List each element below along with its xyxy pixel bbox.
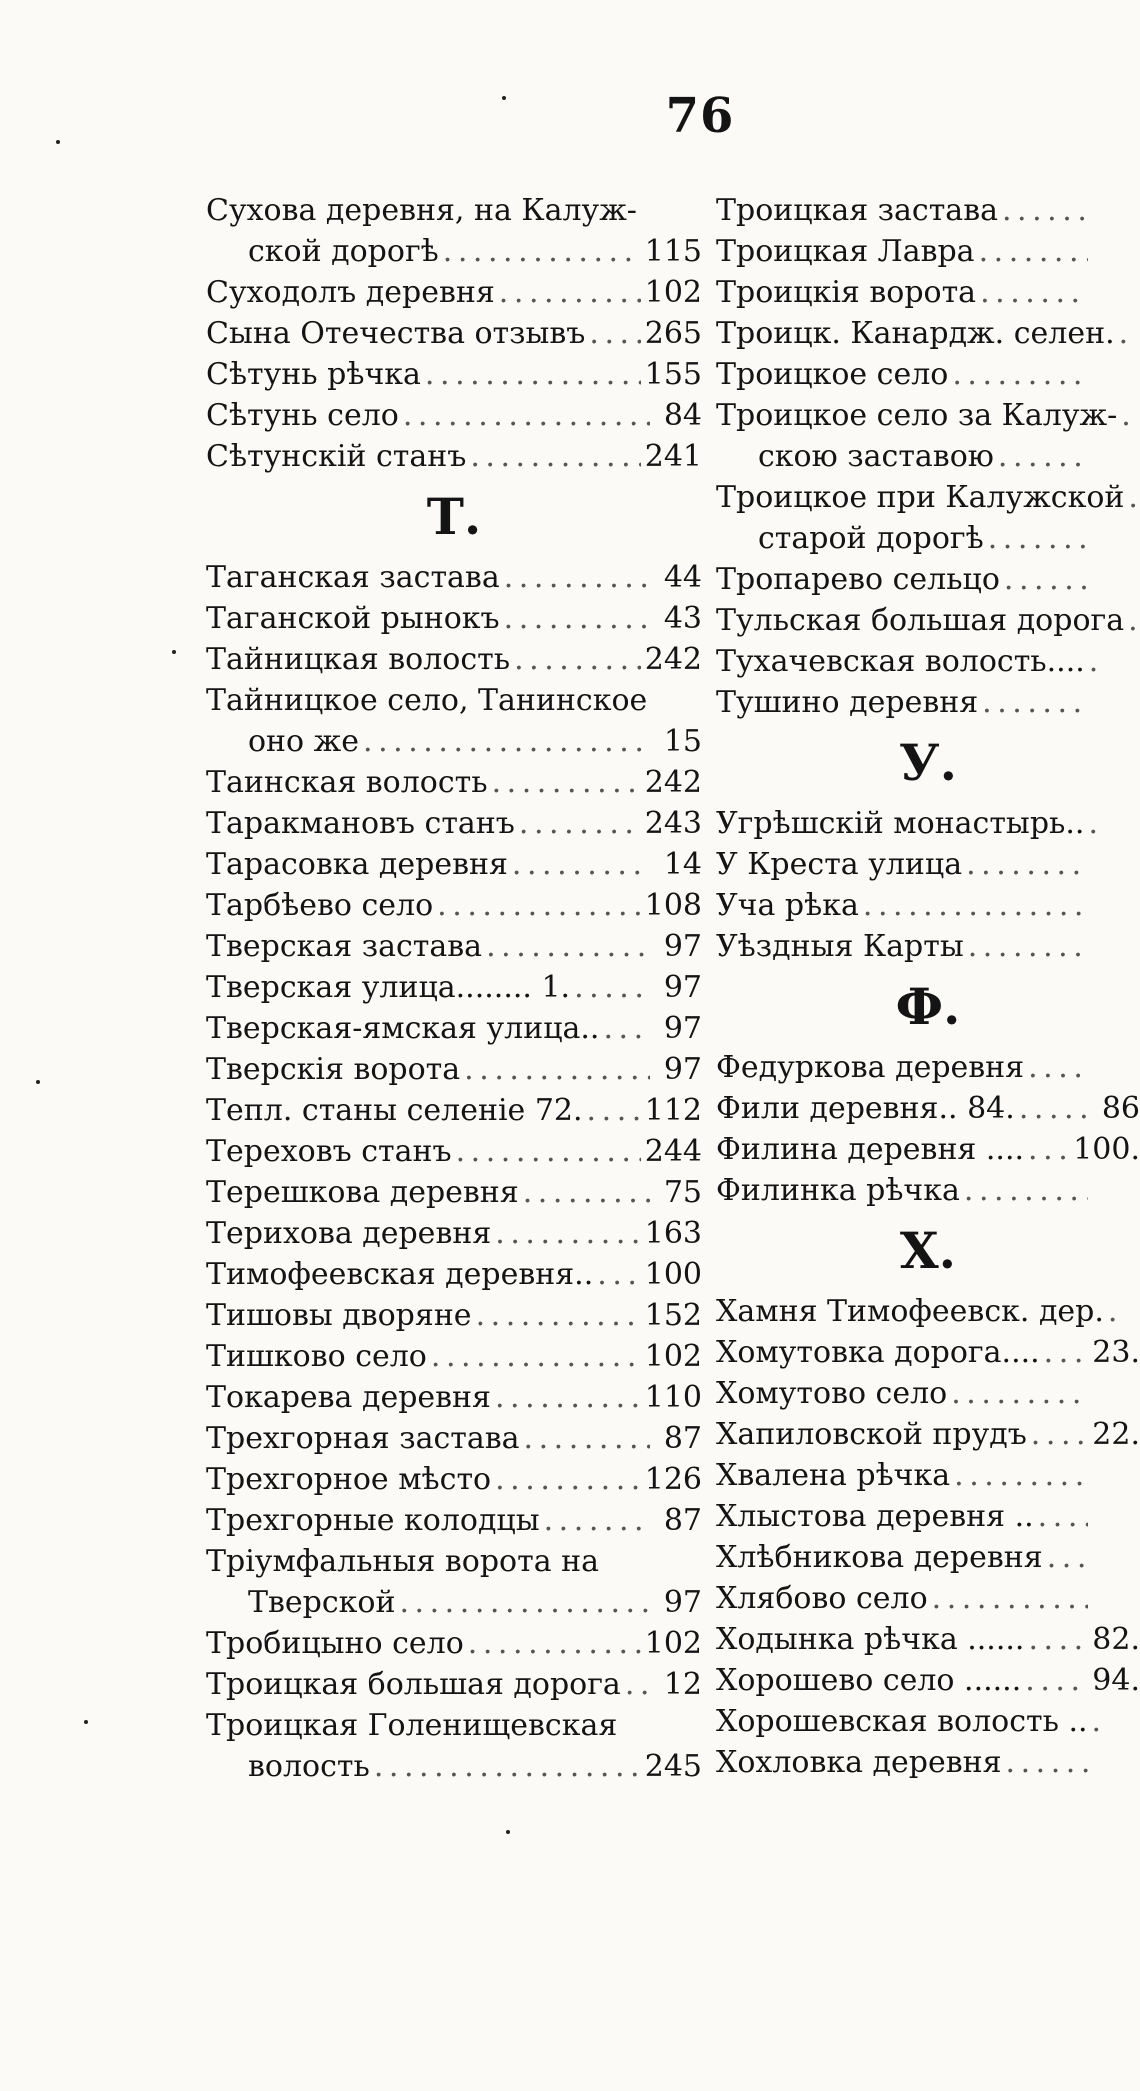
dot-leader xyxy=(470,436,640,477)
dot-leader xyxy=(1089,641,1097,682)
entry-text: Тухачевская волость.... xyxy=(716,644,1085,679)
index-entry xyxy=(206,1664,702,1705)
index-entry xyxy=(716,190,1140,231)
page-reference: 102 xyxy=(644,275,702,310)
dot-leader xyxy=(514,639,641,680)
index-entry xyxy=(206,1746,702,1787)
dot-leader xyxy=(1002,190,1088,231)
dot-leader xyxy=(966,844,1088,885)
index-entry xyxy=(716,272,1140,313)
entry-text: Троицкое село за Калуж- xyxy=(716,398,1118,433)
entry-text: Тарасовка деревня xyxy=(206,847,508,882)
entry-text: Тробицыно село xyxy=(206,1626,464,1661)
page-reference: 44 xyxy=(663,560,702,595)
dot-leader xyxy=(1092,1701,1100,1742)
entry-text: Хапиловской прудъ xyxy=(716,1417,1027,1452)
index-entry xyxy=(206,721,702,762)
index-entry xyxy=(206,1090,702,1131)
page-reference: 242 xyxy=(644,642,702,677)
entry-text: Хлябово село xyxy=(716,1581,928,1616)
entry-text: Хлѣбникова деревня xyxy=(716,1540,1043,1575)
entry-text: Хвалена рѣчка xyxy=(716,1458,951,1493)
dot-leader xyxy=(982,682,1088,723)
entry-text: старой дорогѣ xyxy=(758,521,984,556)
page-reference: 242 xyxy=(644,765,702,800)
index-entry xyxy=(206,1705,702,1746)
entry-text: Хомутово село xyxy=(716,1376,948,1411)
entry-text: Тепл. станы селеніе 72. xyxy=(206,1093,583,1128)
dot-leader xyxy=(431,1336,641,1377)
page-reference: 22. xyxy=(1092,1417,1140,1452)
index-entry xyxy=(716,600,1140,641)
index-entry xyxy=(206,231,702,272)
dot-leader xyxy=(998,436,1088,477)
entry-text: Тереховъ станъ xyxy=(206,1134,452,1169)
index-entry xyxy=(206,190,702,231)
entry-text: Таганской рынокъ xyxy=(206,601,500,636)
entry-text: Таганская застава xyxy=(206,560,500,595)
entry-text: Хамня Тимофеевск. дер. xyxy=(716,1294,1104,1329)
dot-leader xyxy=(499,272,641,313)
entry-text: Троицкое село xyxy=(716,357,949,392)
index-entry xyxy=(716,1496,1140,1537)
page-reference: 86 xyxy=(1101,1091,1140,1126)
index-entry xyxy=(716,313,1140,354)
entry-text: Угрѣшскій монастырь.. xyxy=(716,806,1085,841)
index-entry xyxy=(716,1701,1140,1742)
entry-text: Троицкая Лавра xyxy=(716,234,975,269)
dot-leader xyxy=(544,1500,650,1541)
page-reference: 100 xyxy=(644,1257,702,1292)
dot-leader xyxy=(403,395,650,436)
index-entry xyxy=(716,844,1140,885)
page-reference: 97 xyxy=(663,1585,702,1620)
dot-leader xyxy=(964,1170,1088,1211)
ink-speck xyxy=(56,140,60,144)
index-entry xyxy=(206,436,702,477)
entry-text: Уча рѣка xyxy=(716,888,859,923)
index-entry xyxy=(206,844,702,885)
page-reference: 115 xyxy=(644,234,702,269)
dot-leader xyxy=(504,598,650,639)
index-entry xyxy=(716,1088,1140,1129)
index-entry xyxy=(716,803,1140,844)
index-entry xyxy=(716,1537,1140,1578)
index-entry xyxy=(716,436,1140,477)
entry-text: Хлыстова деревня .. xyxy=(716,1499,1034,1534)
dot-leader xyxy=(932,1578,1088,1619)
dot-leader xyxy=(464,1049,650,1090)
dot-leader xyxy=(988,518,1088,559)
entry-text: Федуркова деревня xyxy=(716,1050,1025,1085)
page-reference: 87 xyxy=(663,1421,702,1456)
index-entry xyxy=(206,1500,702,1541)
index-entry xyxy=(716,477,1140,518)
entry-text: Сѣтунь село xyxy=(206,398,399,433)
dot-leader xyxy=(625,1664,650,1705)
page-reference: 241 xyxy=(644,439,702,474)
dot-leader xyxy=(1028,1619,1088,1660)
index-entry xyxy=(206,272,702,313)
entry-text: скою заставою xyxy=(758,439,994,474)
entry-text: Хорошево село ...... xyxy=(716,1663,1022,1698)
index-entry xyxy=(206,354,702,395)
entry-text: Тайницкое село, Танинское xyxy=(206,683,648,718)
section-letter: Х. xyxy=(899,1221,957,1280)
dot-leader xyxy=(443,231,641,272)
dot-leader xyxy=(512,844,650,885)
index-entry xyxy=(206,762,702,803)
entry-text: Троицкія ворота xyxy=(716,275,977,310)
entry-text: Хохловка деревня xyxy=(716,1745,1002,1780)
index-entry xyxy=(206,1131,702,1172)
entry-text: Тайницкая волость xyxy=(206,642,511,677)
page-reference: 155 xyxy=(644,357,702,392)
index-entry xyxy=(716,395,1140,436)
index-entry xyxy=(716,1455,1140,1496)
entry-text: Таракмановъ станъ xyxy=(206,806,515,841)
page-reference: 15 xyxy=(663,724,702,759)
page-reference: 75 xyxy=(663,1175,702,1210)
page-reference: 163 xyxy=(644,1216,702,1251)
dot-leader xyxy=(951,1373,1088,1414)
dot-leader xyxy=(979,231,1088,272)
page-reference: 243 xyxy=(644,806,702,841)
entry-text: Тишовы дворяне xyxy=(206,1298,472,1333)
entry-text: Троицкое при Калужской xyxy=(716,480,1125,515)
index-entry xyxy=(206,926,702,967)
dot-leader xyxy=(574,967,650,1008)
dot-leader xyxy=(1025,1660,1088,1701)
entry-text: Суходолъ деревня xyxy=(206,275,495,310)
entry-text: Трехгорные колодцы xyxy=(206,1503,540,1538)
page-reference: 97 xyxy=(663,929,702,964)
dot-leader xyxy=(374,1746,641,1787)
entry-text: Терихова деревня xyxy=(206,1216,492,1251)
index-entry xyxy=(206,313,702,354)
index-entry xyxy=(716,1619,1140,1660)
dot-leader xyxy=(1121,395,1129,436)
index-entry xyxy=(206,1418,702,1459)
index-entry xyxy=(206,1541,702,1582)
dot-leader xyxy=(952,354,1088,395)
dot-leader xyxy=(456,1131,641,1172)
entry-text: Тульская большая дорога xyxy=(716,603,1125,638)
index-entry xyxy=(206,1213,702,1254)
index-entry xyxy=(716,641,1140,682)
dot-leader xyxy=(1128,600,1136,641)
index-entry xyxy=(206,1008,702,1049)
page-reference: 14 xyxy=(663,847,702,882)
entry-text: оно же xyxy=(248,724,360,759)
entry-text: У Креста улица xyxy=(716,847,963,882)
entry-text: Тверской xyxy=(248,1585,396,1620)
dot-leader xyxy=(1088,803,1096,844)
page-reference: 126 xyxy=(644,1462,702,1497)
dot-leader xyxy=(1028,1047,1088,1088)
dot-leader xyxy=(504,557,650,598)
dot-leader xyxy=(519,803,641,844)
dot-leader xyxy=(1038,1496,1088,1537)
section-letter: У. xyxy=(899,733,957,792)
entry-text: Сына Отечества отзывъ xyxy=(206,316,586,351)
dot-leader xyxy=(863,885,1088,926)
entry-text: Сухова деревня, на Калуж- xyxy=(206,193,637,228)
page-reference: 108 xyxy=(644,888,702,923)
dot-leader xyxy=(1108,1291,1116,1332)
index-entry xyxy=(716,926,1140,967)
page-reference: 82. xyxy=(1092,1622,1140,1657)
index-entry xyxy=(206,1049,702,1090)
index-entry xyxy=(716,1414,1140,1455)
page-reference: 97 xyxy=(663,970,702,1005)
page-reference: 100. xyxy=(1073,1132,1140,1167)
ink-speck xyxy=(36,1080,40,1084)
dot-leader xyxy=(603,1008,650,1049)
section-letter: Т. xyxy=(426,487,482,546)
index-entry xyxy=(716,1332,1140,1373)
dot-leader xyxy=(495,1459,641,1500)
entry-text: Троицк. Канардж. селен. xyxy=(716,316,1115,351)
index-entry xyxy=(206,1295,702,1336)
entry-text: Сѣтунскій станъ xyxy=(206,439,467,474)
index-entry xyxy=(206,885,702,926)
page-reference: 245 xyxy=(644,1749,702,1784)
entry-text: Хорошевская волость .. xyxy=(716,1704,1088,1739)
index-entry xyxy=(206,1623,702,1664)
index-entry xyxy=(206,1254,702,1295)
dot-leader xyxy=(1128,477,1136,518)
dot-leader xyxy=(524,1418,650,1459)
entry-text: Троицкая большая дорога xyxy=(206,1667,621,1702)
page-reference: 110 xyxy=(644,1380,702,1415)
index-entry xyxy=(206,680,702,721)
dot-leader xyxy=(1047,1537,1088,1578)
index-entry xyxy=(206,803,702,844)
dot-leader xyxy=(492,762,641,803)
entry-text: Трехгорное мѣсто xyxy=(206,1462,492,1497)
entry-text: волость xyxy=(248,1749,370,1784)
index-entry xyxy=(716,354,1140,395)
page-reference: 94. xyxy=(1092,1663,1140,1698)
dot-leader xyxy=(437,885,641,926)
page-reference: 265 xyxy=(644,316,702,351)
index-entry xyxy=(206,1377,702,1418)
dot-leader xyxy=(495,1377,641,1418)
dot-leader xyxy=(476,1295,641,1336)
entry-text: Уѣздныя Карты xyxy=(716,929,964,964)
index-entry xyxy=(716,1170,1140,1211)
entry-text: Троицкая Голенищевская xyxy=(206,1708,618,1743)
entry-text: Тверская улица........ 1. xyxy=(206,970,571,1005)
entry-text: Токарева деревня xyxy=(206,1380,491,1415)
dot-leader xyxy=(523,1172,650,1213)
ink-speck xyxy=(502,96,506,100)
dot-leader xyxy=(486,926,650,967)
dot-leader xyxy=(399,1582,650,1623)
dot-leader xyxy=(1028,1129,1069,1170)
page-reference: 152 xyxy=(644,1298,702,1333)
entry-text: Тарбѣево село xyxy=(206,888,434,923)
entry-text: Тверская-ямская улица.. xyxy=(206,1011,600,1046)
index-entry xyxy=(716,1373,1140,1414)
entry-text: Ходынка рѣчка ...... xyxy=(716,1622,1025,1657)
index-entry xyxy=(716,1742,1140,1783)
page-reference: 43 xyxy=(663,601,702,636)
page-reference: 84 xyxy=(663,398,702,433)
dot-leader xyxy=(425,354,641,395)
dot-leader xyxy=(587,1090,641,1131)
page-reference: 23. xyxy=(1092,1335,1140,1370)
page-reference: 97 xyxy=(663,1011,702,1046)
dot-leader xyxy=(1119,313,1127,354)
section-letter: Ф. xyxy=(895,977,961,1036)
dot-leader xyxy=(495,1213,640,1254)
index-entry xyxy=(716,518,1140,559)
dot-leader xyxy=(980,272,1088,313)
index-entry xyxy=(206,598,702,639)
entry-text: Троицкая застава xyxy=(716,193,998,228)
ink-speck xyxy=(84,1720,88,1724)
page-number: 76 xyxy=(665,88,735,144)
index-entry xyxy=(716,682,1140,723)
index-entry xyxy=(716,231,1140,272)
entry-text: Тріумфальныя ворота на xyxy=(206,1544,600,1579)
index-entry xyxy=(716,1047,1140,1088)
entry-text: Тверскія ворота xyxy=(206,1052,461,1087)
index-entry xyxy=(206,395,702,436)
index-entry xyxy=(716,1291,1140,1332)
dot-leader xyxy=(589,313,640,354)
index-entry xyxy=(716,559,1140,600)
index-entry xyxy=(206,1459,702,1500)
page-reference: 102 xyxy=(644,1626,702,1661)
dot-leader xyxy=(1019,1088,1088,1129)
dot-leader xyxy=(1044,1332,1088,1373)
index-entry xyxy=(716,1578,1140,1619)
entry-text: Тимофеевская деревня.. xyxy=(206,1257,594,1292)
entry-text: Сѣтунь рѣчка xyxy=(206,357,421,392)
entry-text: Хомутовка дорога.... xyxy=(716,1335,1040,1370)
dot-leader xyxy=(363,721,650,762)
right-index-column xyxy=(716,190,1140,1783)
page-reference: 112 xyxy=(644,1093,702,1128)
dot-leader xyxy=(1004,559,1088,600)
entry-text: Филина деревня .... xyxy=(716,1132,1025,1167)
dot-leader xyxy=(468,1623,641,1664)
entry-text: Трехгорная застава xyxy=(206,1421,520,1456)
entry-text: Тверская застава xyxy=(206,929,483,964)
dot-leader xyxy=(968,926,1088,967)
entry-text: Филинка рѣчка xyxy=(716,1173,960,1208)
index-entry xyxy=(716,1660,1140,1701)
index-entry xyxy=(206,967,702,1008)
dot-leader xyxy=(1006,1742,1088,1783)
page-reference: 97 xyxy=(663,1052,702,1087)
index-entry xyxy=(206,639,702,680)
ink-speck xyxy=(506,1830,510,1834)
index-entry xyxy=(206,1582,702,1623)
entry-text: ской дорогѣ xyxy=(248,234,439,269)
ink-speck xyxy=(172,650,176,654)
entry-text: Фили деревня.. 84. xyxy=(716,1091,1015,1126)
dot-leader xyxy=(597,1254,640,1295)
entry-text: Тушино деревня xyxy=(716,685,979,720)
dot-leader xyxy=(1031,1414,1088,1455)
entry-text: Тропарево сельцо xyxy=(716,562,1000,597)
dot-leader xyxy=(954,1455,1088,1496)
page-reference: 87 xyxy=(663,1503,702,1538)
entry-text: Терешкова деревня xyxy=(206,1175,519,1210)
entry-text: Тишково село xyxy=(206,1339,427,1374)
index-entry xyxy=(716,885,1140,926)
left-index-column xyxy=(206,190,702,1787)
entry-text: Таинская волость xyxy=(206,765,488,800)
page-reference: 12 xyxy=(663,1667,702,1702)
index-entry xyxy=(716,1129,1140,1170)
page-reference: 102 xyxy=(644,1339,702,1374)
page-reference: 244 xyxy=(644,1134,702,1169)
index-entry xyxy=(206,557,702,598)
index-entry xyxy=(206,1172,702,1213)
index-entry xyxy=(206,1336,702,1377)
